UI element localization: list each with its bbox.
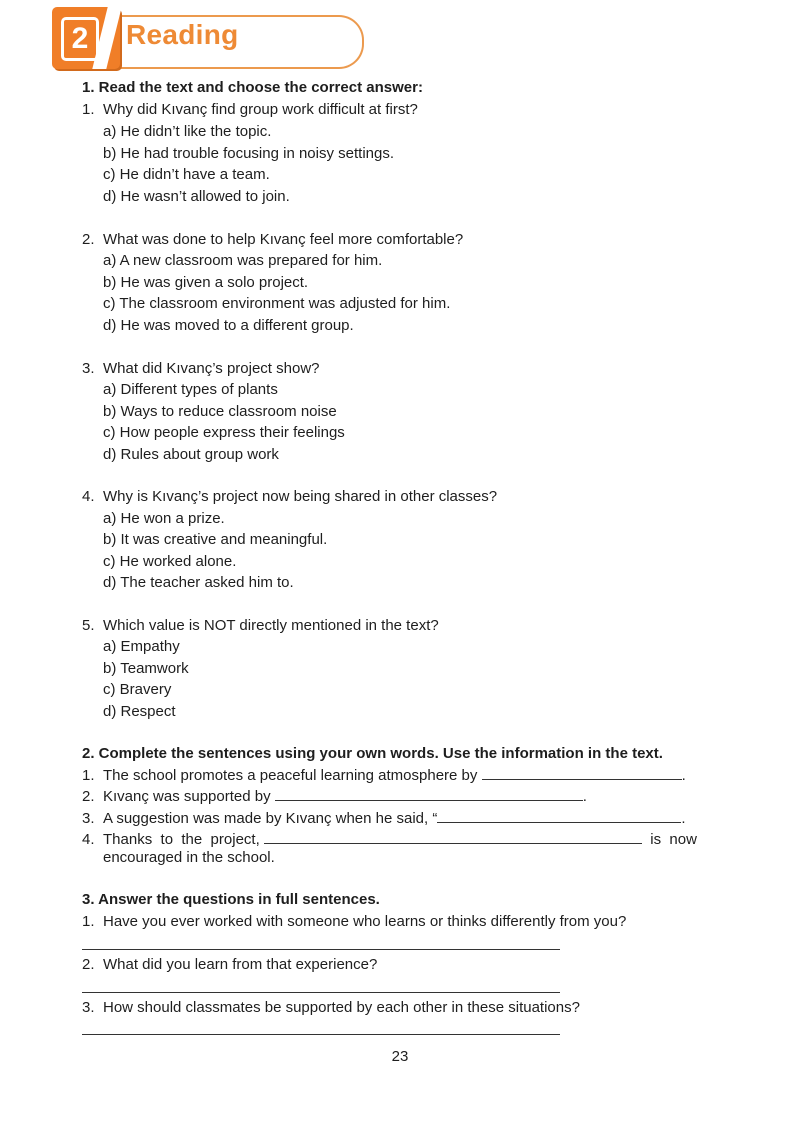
option-a: a) A new classroom was prepared for him.: [103, 252, 383, 269]
section-number: 2: [61, 17, 99, 61]
question-number: 3.: [82, 360, 95, 377]
question-label: What did Kıvanç’s project show?: [103, 360, 320, 377]
question-label: Why is Kıvanç’s project now being shared in other classes?: [103, 488, 498, 505]
item-end: .: [681, 810, 686, 827]
question-label: What was done to help Kıvanç feel more comfortable?: [103, 231, 464, 248]
s2-item-2: [82, 788, 587, 805]
option-b: b) He had trouble focusing in noisy settings.: [103, 145, 394, 162]
option-b: b) He was given a solo project.: [103, 274, 309, 291]
s3-question-2: [82, 956, 377, 973]
question-number: 3.: [82, 999, 95, 1016]
answer-line-3[interactable]: [82, 1034, 560, 1035]
item-text: Kıvanç was supported by: [103, 788, 271, 805]
item-end: .: [582, 788, 587, 805]
question-number: 2.: [82, 956, 95, 973]
item-end: is now: [650, 831, 697, 848]
option-c: c) How people express their feelings: [103, 424, 345, 441]
question-number: 1.: [82, 101, 95, 118]
option-a: a) Empathy: [103, 638, 180, 655]
option-d: d) He wasn’t allowed to join.: [103, 188, 290, 205]
s2-item-4-continuation: encouraged in the school.: [103, 849, 275, 866]
item-number: 4.: [82, 831, 95, 848]
option-b: b) It was creative and meaningful.: [103, 531, 328, 548]
question-number: 4.: [82, 488, 95, 505]
question-label: Which value is NOT directly mentioned in the text?: [103, 617, 439, 634]
section2-title: 2. Complete the sentences using your own words. Use the information in the text.: [82, 745, 663, 762]
item-number: 2.: [82, 788, 95, 805]
item-number: 1.: [82, 767, 95, 784]
item-end: .: [681, 767, 686, 784]
page-number: 23: [391, 1048, 409, 1065]
option-b: b) Teamwork: [103, 660, 189, 677]
s2-item-3: [82, 810, 686, 827]
question-text: [82, 488, 497, 505]
question-number: 1.: [82, 913, 95, 930]
s2-item-4: [82, 831, 697, 848]
s2-item-1: [82, 767, 686, 784]
question-text: [82, 360, 320, 377]
option-c: c) He worked alone.: [103, 553, 237, 570]
option-d: d) Rules about group work: [103, 446, 279, 463]
fill-in-blank[interactable]: [437, 810, 681, 823]
item-text: A suggestion was made by Kıvanç when he said, “: [103, 810, 438, 827]
page-title: Reading: [126, 19, 239, 50]
section-header: [52, 7, 364, 69]
item-text: The school promotes a peaceful learning atmosphere by: [103, 767, 478, 784]
question-label: Why did Kıvanç find group work difficult at first?: [103, 101, 418, 118]
question-number: 2.: [82, 231, 95, 248]
question-text: [82, 101, 418, 118]
option-c: c) The classroom environment was adjusted for him.: [103, 295, 451, 312]
s3-question-1: [82, 913, 626, 930]
option-a: a) He didn’t like the topic.: [103, 123, 272, 140]
question-label: How should classmates be supported by each other in these situations?: [103, 999, 580, 1016]
item-text: Thanks to the project,: [103, 831, 260, 848]
option-c: c) He didn’t have a team.: [103, 166, 270, 183]
option-a: a) Different types of plants: [103, 381, 278, 398]
question-text: [82, 617, 439, 634]
option-d: d) He was moved to a different group.: [103, 317, 354, 334]
question-number: 5.: [82, 617, 95, 634]
item-number: 3.: [82, 810, 95, 827]
option-c: c) Bravery: [103, 681, 172, 698]
question-text: [82, 231, 463, 248]
fill-in-blank[interactable]: [275, 788, 583, 801]
answer-line-2[interactable]: [82, 992, 560, 993]
option-a: a) He won a prize.: [103, 510, 225, 527]
answer-line-1[interactable]: [82, 949, 560, 950]
s3-question-3: [82, 999, 580, 1016]
section1-title: 1. Read the text and choose the correct answer:: [82, 79, 423, 96]
fill-in-blank[interactable]: [482, 767, 682, 780]
section3-title: 3. Answer the questions in full sentences.: [82, 891, 380, 908]
option-d: d) Respect: [103, 703, 176, 720]
option-b: b) Ways to reduce classroom noise: [103, 403, 337, 420]
fill-in-blank[interactable]: [264, 831, 642, 844]
question-label: What did you learn from that experience?: [103, 956, 378, 973]
option-d: d) The teacher asked him to.: [103, 574, 294, 591]
question-label: Have you ever worked with someone who learns or thinks differently from you?: [103, 913, 627, 930]
